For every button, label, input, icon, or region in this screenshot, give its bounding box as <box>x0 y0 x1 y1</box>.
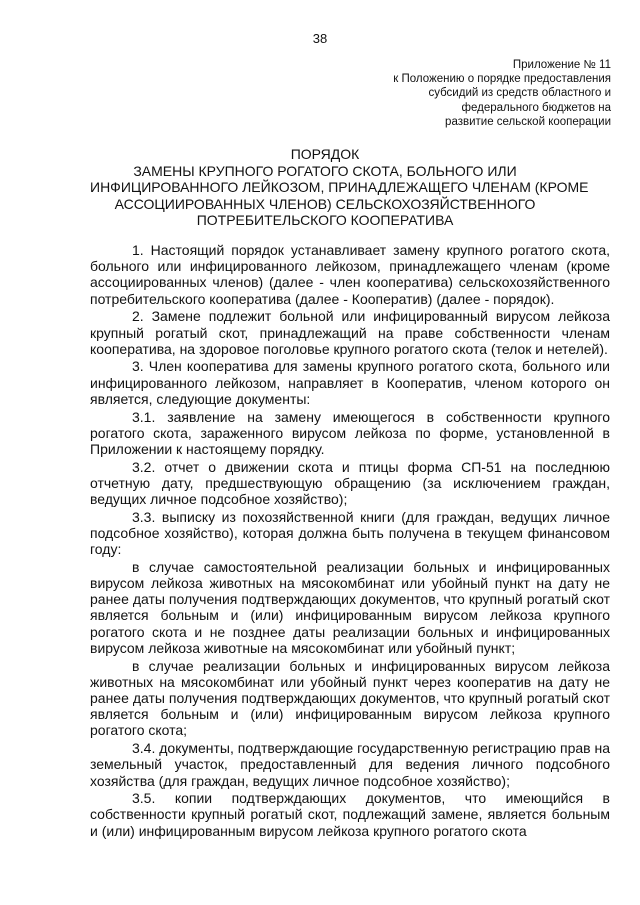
paragraph-3: 3. Член кооператива для замены крупного рогатого скота, больного или инфицированного лейкозом, направляет в Кооператив, членом которого он является, следующие документы: <box>90 358 610 407</box>
appendix-line: Приложение № 11 <box>512 59 611 71</box>
document-title <box>90 146 589 229</box>
appendix-note <box>311 58 611 129</box>
paragraph-3-2: 3.2. отчет о движении скота и птицы форма СП-51 на последнюю отчетную дату, предшествующую обращению (за исключением граждан, ведущих личное подсобное хозяйство); <box>90 458 610 508</box>
title-line: ЗАМЕНЫ КРУПНОГО РОГАТОГО СКОТА, БОЛЬНОГО ИЛИ <box>133 162 517 179</box>
appendix-line: развитие сельской кооперации <box>445 115 611 128</box>
title-line: ПОТРЕБИТЕЛЬСКОГО КООПЕРАТИВА <box>196 212 454 229</box>
page-number: 38 <box>312 31 328 46</box>
paragraph-3-3-case-1: в случае самостоятельной реализации больных и инфицированных вирусом лейкоза животных на мясокомбинат или убойный пункт на дату не ранее даты получения подтверждающих документов, что крупный рогатый скот является больным и (или) инфицированным вирусом лейкоза крупного рогатого скота и не позднее даты реализации больных и инфицированных вирусом лейкоза животные на мясокомбинат или убойный пункт; <box>90 558 610 656</box>
appendix-line: субсидий из средств областного и <box>428 87 611 100</box>
document-body <box>90 242 610 840</box>
title-line: ПОРЯДОК <box>290 146 360 162</box>
appendix-line: к Положению о порядке предоставления <box>393 73 611 86</box>
paragraph-2: 2. Замене подлежит больной или инфицированный вирусом лейкоза крупный рогатый скот, принадлежащий на праве собственности членам кооператива, на здоровое поголовье крупного рогатого скота (телок и нетелей). <box>90 308 610 357</box>
paragraph-3-3-case-2: в случае реализации больных и инфицированных вирусом лейкоза животных на мясокомбинат или убойный пункт через кооператив на дату не ранее даты получения подтверждающих документов, что крупный рогатый скот является больным и (или) инфицированным вирусом лейкоза крупного рогатого скота; <box>90 657 610 739</box>
paragraph-3-5: 3.5. копии подтверждающих документов, что имеющийся в собственности крупный рогатый скот, подлежащий замене, является больным и (или) инфицированным вирусом лейкоза крупного рогатого скота <box>90 790 610 839</box>
title-line: АССОЦИИРОВАННЫХ ЧЛЕНОВ) СЕЛЬСКОХОЗЯЙСТВЕННОГО <box>114 195 536 212</box>
title-line: ИНФИЦИРОВАННОГО ЛЕЙКОЗОМ, ПРИНАДЛЕЖАЩЕГО ЧЛЕНАМ (КРОМЕ <box>90 179 589 196</box>
paragraph-3-4: 3.4. документы, подтверждающие государственную регистрацию прав на земельный участок, предоставленный для ведения личного подсобного хозяйства (для граждан, ведущих личное подсобное хозяйство); <box>90 740 610 789</box>
appendix-line: федерального бюджетов на <box>461 101 611 114</box>
paragraph-3-3: 3.3. выписку из похозяйственной книги (для граждан, ведущих личное подсобное хозяйство), которая должна быть получена в текущем финансовом году: <box>90 508 610 558</box>
paragraph-3-1: 3.1. заявление на замену имеющегося в собственности крупного рогатого скота, зараженного вирусом лейкоза по форме, установленной в Приложении к настоящему порядку. <box>90 408 610 457</box>
paragraph-1: 1. Настоящий порядок устанавливает замену крупного рогатого скота, больного или инфицированного лейкозом, принадлежащего членам (кроме ассоциированных членов) (далее - член кооператива) сельскохозяйственного потребительского кооператива (далее - Кооператив) (далее - порядок). <box>90 242 610 307</box>
